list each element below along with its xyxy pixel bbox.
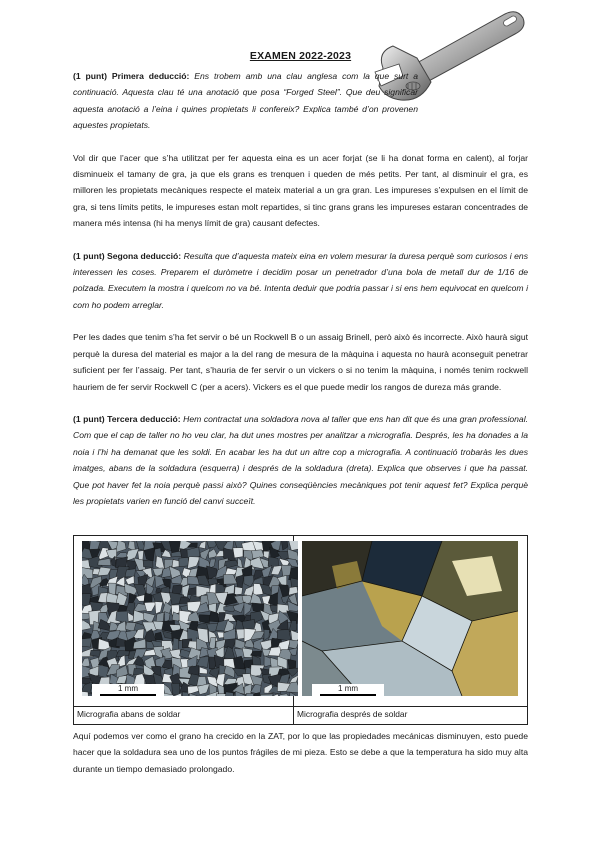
- answer-3: Aquí podemos ver como el grano ha crecido en la ZAT, por lo que las propiedades mecánicas disminuyen, esto puede hacer que la soldadura sea uno de los puntos frágiles de mi pieza. Esto se debe a que la temperatura ha sido muy alta durante un tiempo demasiado prolongado.: [73, 731, 528, 774]
- question-1-label: (1 punt) Primera deducció:: [73, 71, 190, 81]
- micrograph-after-image: [302, 541, 518, 696]
- exam-title: EXAMEN 2022-2023: [249, 50, 352, 62]
- micrograph-right-cell: [294, 536, 528, 707]
- scale-bar-right: [312, 684, 384, 698]
- question-3: [73, 411, 528, 509]
- scale-bar-left: [92, 684, 164, 698]
- answer-1: Vol dir que l’acer que s’ha utilitzat per fer aquesta eina es un acer forjat (se li ha donat forma en calent), al forjar disminueix el tamany de gra, ja que els grans es trenquen i queden de més petits. Per tant, al disminuir el gra, es milloren les propietats mecàniques respecte el mateix material a un gra gran. Les impureses s’expulsen en el límit de gra, si tens límits petits, le impureses estan molt repartides, si tinc grans grans les impureses estaran concentrades de manera més intensa (hi ha menys límit de gra) causant defectes.: [73, 152, 528, 229]
- exam-page: [73, 50, 528, 509]
- question-1-text: Ens trobem amb una clau anglesa com la que surt a continuació. Aquesta clau té una anotació que posa “Forged Steel”. Que deu significar aquesta anotació a l’eina i quines propietats li confereix? Explica també d’on provenen aquestes propietats.: [73, 71, 418, 131]
- answer-3-block: [73, 728, 528, 777]
- scale-label-left: 1 mm: [118, 684, 138, 693]
- micrograph-table: [73, 535, 528, 725]
- scale-label-right: 1 mm: [338, 684, 359, 693]
- caption-before: Micrografia abans de soldar: [74, 707, 294, 725]
- micrograph-before-image: [82, 541, 298, 696]
- question-1: [73, 68, 418, 134]
- question-2: [73, 248, 528, 314]
- question-2-label: (1 punt) Segona deducció:: [73, 250, 182, 261]
- question-3-text: Hem contractat una soldadora nova al taller que ens han dit que és una gran professional. Com que el cap de taller no ho veu clar, ha dut unes mostres per analitzar a micrografia. Després, les ha donades a la noia i l’hi ha demanat que les soldi. En acabar les ha dut un altre cop a micrografia. A continuació trobaràs les dues imatges, abans de la soldadura (esquerra) i després de la soldadura (dreta). Explica que observes i que ha passat. Que pot haver fet la noia perquè passi això? Quines conseqüències mecàniques pot tenir aquest fet? Explica perquè les propietats varien en funció del canvi succeït.: [73, 413, 529, 506]
- caption-after: Micrografia després de soldar: [294, 707, 528, 725]
- question-3-label: (1 punt) Tercera deducció:: [73, 413, 181, 424]
- question-2-text: Resulta que d’aquesta mateix eina en volem mesurar la duresa perquè som curiosos i ens interessen les coses. Preparem el duròmetre i decidim posar un penetrador d’una bola de metall dur de 1/16 de polzada. Executem la mostra i quelcom no va bé. Intenta deduir que podria passar i si ens hem equivocat en quelcom i com ho podem arreglar.: [73, 250, 528, 310]
- micrograph-left-cell: [74, 536, 294, 707]
- answer-2: Per les dades que tenim s’ha fet servir o bé un Rockwell B o un assaig Brinell, però això és incorrecte. Això haurà sigut perquè la duresa del material es major a la del rang de mesura de la màquina i aquesta no haurà aconseguit penetrar suficient per fer l’assaig. Per tant, s’hauria de fer servir o un vickers o si no tenim la màquina, i només tenim rockwell hauriem de fer servir Rockwell C (per a acers). Vickers es el que puede medir los rangos de dureza más grande.: [73, 332, 528, 392]
